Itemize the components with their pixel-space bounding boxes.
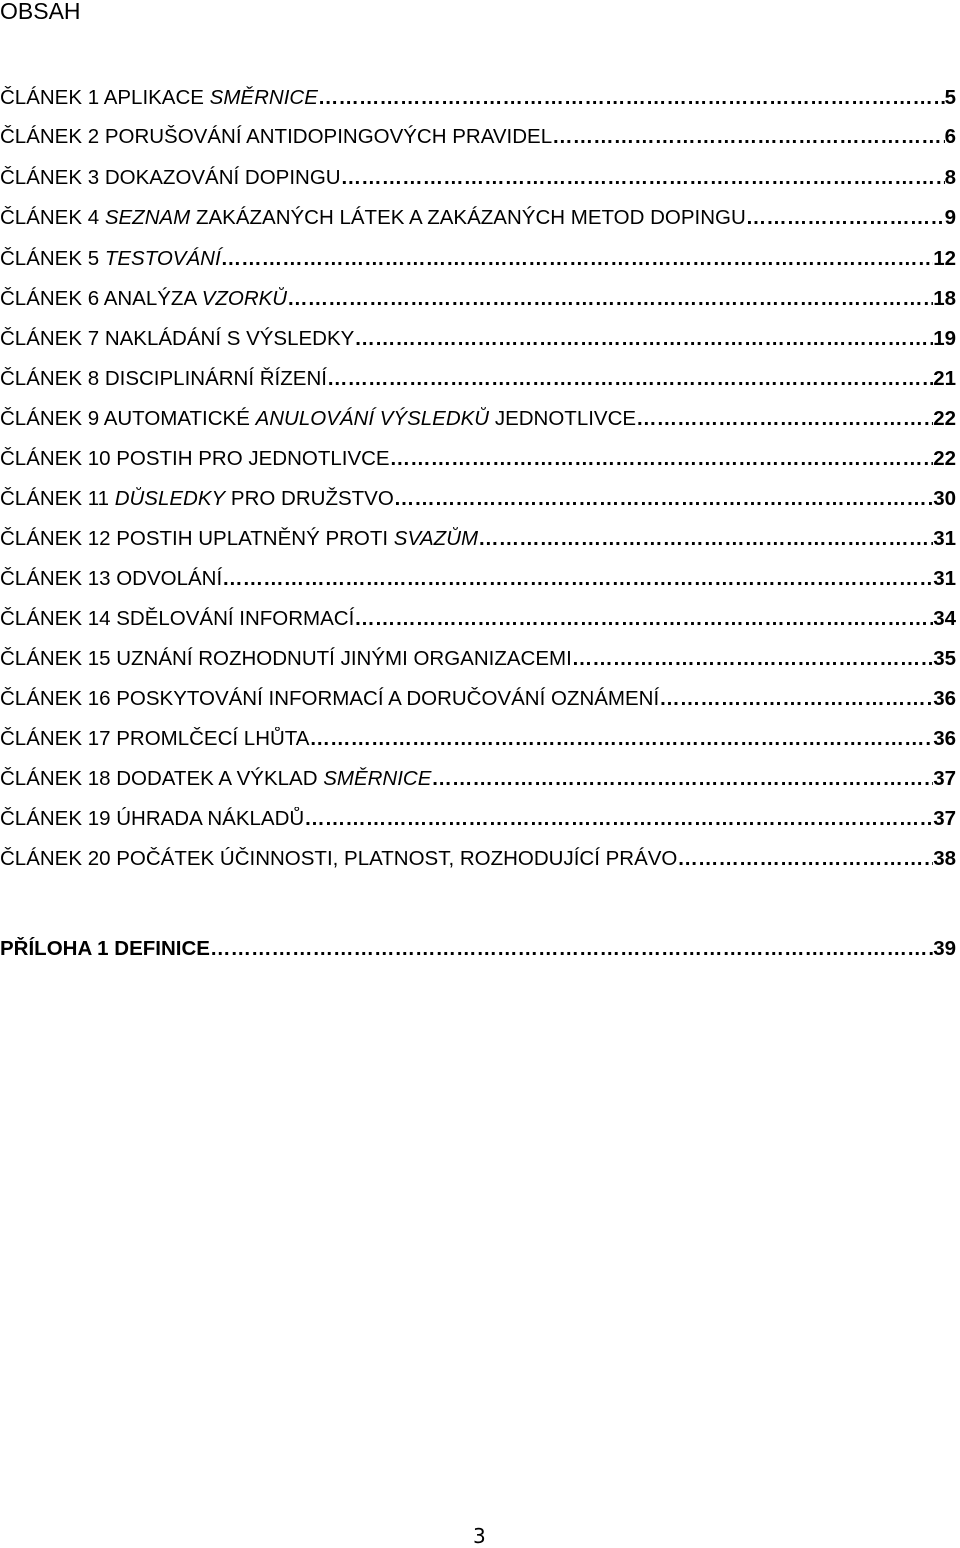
dot-leader: [390, 447, 934, 471]
toc-page-number: 34: [933, 607, 956, 630]
dot-leader: [222, 567, 933, 591]
toc-entry[interactable]: ČLÁNEK 16 POSKYTOVÁNÍ INFORMACÍ A DORUČOVÁNÍ OZNÁMENÍ ………………………………………………………………………………………………………………………………………………………………………………… 36: [0, 687, 956, 717]
toc-page-number: 9: [944, 206, 956, 229]
toc-page-number: 22: [933, 407, 956, 430]
toc-entry[interactable]: ČLÁNEK 3 DOKAZOVÁNÍ DOPINGU ………………………………………………………………………………………………………………………………………………………………………………… 8: [0, 166, 956, 196]
toc-entry[interactable]: ČLÁNEK 13 ODVOLÁNÍ ………………………………………………………………………………………………………………………………………………………………………………… 31: [0, 567, 956, 597]
toc-page-number: 36: [933, 727, 956, 750]
toc-entry[interactable]: ČLÁNEK 14 SDĚLOVÁNÍ INFORMACÍ ………………………………………………………………………………………………………………………………………………………………………………… 34: [0, 607, 956, 637]
dot-leader: [659, 687, 933, 711]
toc-entry[interactable]: ČLÁNEK 4 SEZNAM ZAKÁZANÝCH LÁTEK A ZAKÁZANÝCH METOD DOPINGU ………………………………………………………………………………………………………………………………………………………………………………… 9: [0, 206, 956, 236]
toc-entry[interactable]: ČLÁNEK 6 ANALÝZA VZORKŮ ………………………………………………………………………………………………………………………………………………………………………………… 18: [0, 287, 956, 317]
toc-appendix-entry[interactable]: PŘÍLOHA 1 DEFINICE ………………………………………………………………………………………………………………………………………………………………………………… 39: [0, 937, 956, 967]
toc-page-number: 30: [933, 487, 956, 510]
toc-page-number: 21: [933, 367, 956, 390]
toc-entry[interactable]: ČLÁNEK 18 DODATEK A VÝKLAD SMĚRNICE ………………………………………………………………………………………………………………………………………………………………………………… 37: [0, 767, 956, 797]
toc-page-number: 31: [933, 567, 956, 590]
toc-page-number: 37: [933, 767, 956, 790]
page-number: 3: [473, 1524, 486, 1548]
toc-entry[interactable]: ČLÁNEK 9 AUTOMATICKÉ ANULOVÁNÍ VÝSLEDKŮ JEDNOTLIVCE ………………………………………………………………………………………………………………………………………………………………………………… 22: [0, 407, 956, 437]
dot-leader: [354, 607, 933, 631]
dot-leader: [478, 527, 933, 551]
dot-leader: [341, 166, 945, 190]
dot-leader: [354, 327, 933, 351]
dot-leader: [552, 125, 944, 149]
dot-leader: [677, 847, 933, 871]
toc-page-number: 38: [933, 847, 956, 870]
toc-page-number: 19: [933, 327, 956, 350]
dot-leader: [318, 86, 945, 110]
dot-leader: [572, 647, 933, 671]
toc-entry[interactable]: ČLÁNEK 11 DŮSLEDKY PRO DRUŽSTVO ………………………………………………………………………………………………………………………………………………………………………………… 30: [0, 487, 956, 517]
toc-entry[interactable]: ČLÁNEK 1 APLIKACE SMĚRNICE ………………………………………………………………………………………………………………………………………………………………………………… 5: [0, 86, 956, 116]
dot-leader: [210, 937, 933, 961]
dot-leader: [636, 407, 933, 431]
toc-entry[interactable]: ČLÁNEK 10 POSTIH PRO JEDNOTLIVCE ………………………………………………………………………………………………………………………………………………………………………………… 22: [0, 447, 956, 477]
dot-leader: [746, 206, 945, 230]
toc-page-number: 6: [944, 125, 956, 148]
toc-page-number: 31: [933, 527, 956, 550]
toc-page-number: 22: [933, 447, 956, 470]
dot-leader: [287, 287, 933, 311]
toc-page-number: 12: [933, 247, 956, 270]
dot-leader: [221, 247, 934, 271]
toc-page-number: 37: [933, 807, 956, 830]
toc-entry[interactable]: ČLÁNEK 7 NAKLÁDÁNÍ S VÝSLEDKY ………………………………………………………………………………………………………………………………………………………………………………… 19: [0, 327, 956, 357]
toc-page-number: 5: [944, 86, 956, 109]
toc-page-number: 35: [933, 647, 956, 670]
toc-entry[interactable]: ČLÁNEK 12 POSTIH UPLATNĚNÝ PROTI SVAZŮM ………………………………………………………………………………………………………………………………………………………………………………… 31: [0, 527, 956, 557]
toc-entry[interactable]: ČLÁNEK 5 TESTOVÁNÍ ………………………………………………………………………………………………………………………………………………………………………………… 12: [0, 247, 956, 277]
toc-entry[interactable]: ČLÁNEK 2 PORUŠOVÁNÍ ANTIDOPINGOVÝCH PRAVIDEL ………………………………………………………………………………………………………………………………………………………………………………… 6: [0, 125, 956, 155]
toc-page-number: 39: [933, 937, 956, 960]
toc-entry[interactable]: ČLÁNEK 15 UZNÁNÍ ROZHODNUTÍ JINÝMI ORGANIZACEMI ………………………………………………………………………………………………………………………………………………………………………………… 35: [0, 647, 956, 677]
toc-entry[interactable]: ČLÁNEK 20 POČÁTEK ÚČINNOSTI, PLATNOST, ROZHODUJÍCÍ PRÁVO ………………………………………………………………………………………………………………………………………………………………………………… 38: [0, 847, 956, 877]
document-title: OBSAH: [0, 0, 81, 24]
toc-page-number: 8: [944, 166, 956, 189]
dot-leader: [394, 487, 933, 511]
toc-page-number: 36: [933, 687, 956, 710]
dot-leader: [304, 807, 933, 831]
dot-leader: [309, 727, 933, 751]
dot-leader: [431, 767, 933, 791]
dot-leader: [327, 367, 933, 391]
toc-entry[interactable]: ČLÁNEK 19 ÚHRADA NÁKLADŮ ………………………………………………………………………………………………………………………………………………………………………………… 37: [0, 807, 956, 837]
toc-page-number: 18: [933, 287, 956, 310]
toc-entry[interactable]: ČLÁNEK 8 DISCIPLINÁRNÍ ŘÍZENÍ ………………………………………………………………………………………………………………………………………………………………………………… 21: [0, 367, 956, 397]
toc-entry[interactable]: ČLÁNEK 17 PROMLČECÍ LHŮTA ………………………………………………………………………………………………………………………………………………………………………………… 36: [0, 727, 956, 757]
